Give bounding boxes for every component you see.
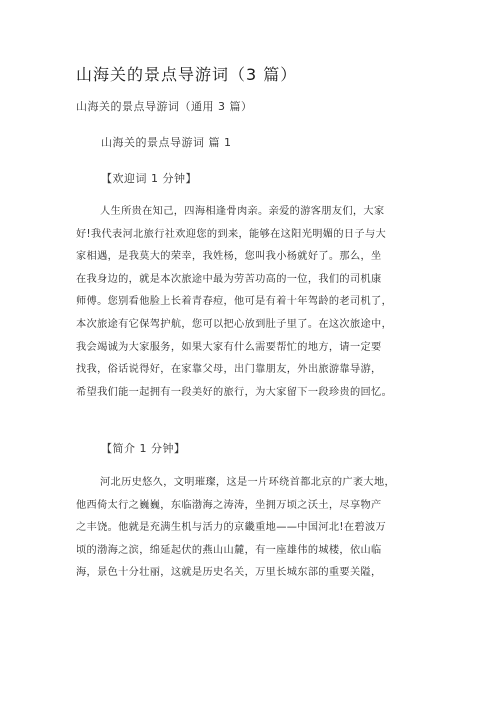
paragraph-line: 河北历史悠久，文明璀璨，这是一片环绕首都北京的广袤大地， xyxy=(100,477,396,488)
intro-paragraph xyxy=(76,472,436,585)
document-title: 山海关的景点导游词（3 篇） xyxy=(76,65,298,84)
intro-heading: 【简介 1 分钟】 xyxy=(101,442,186,455)
paragraph-line: 好!我代表河北旅行社欢迎您的到来，能够在这阳光明媚的日子与大 xyxy=(76,228,387,240)
paragraph-line: 我会竭诚为大家服务，如果大家有什么需要帮忙的地方，请一定要 xyxy=(76,341,382,353)
paragraph-line: 之丰饶。他就是充满生机与活力的京畿重地——中国河北!在碧波万 xyxy=(76,522,387,534)
paragraph-line: 希望我们能一起拥有一段美好的旅行，为大家留下一段珍贵的回忆。 xyxy=(76,386,393,398)
welcome-paragraph xyxy=(76,201,436,404)
paragraph-line: 在我身边的，就是本次旅途中最为劳苦功高的一位，我们的司机康 xyxy=(76,273,382,285)
paragraph-line: 家相遇，是我莫大的荣幸，我姓杨，您叫我小杨就好了。那么，坐 xyxy=(76,251,382,263)
paragraph-line: 本次旅途有它保驾护航，您可以把心放到肚子里了。在这次旅途中， xyxy=(76,318,393,330)
paragraph-line: 海，景色十分壮丽，这就是历史名关，万里长城东部的重要关隘， xyxy=(76,567,382,579)
paragraph-line: 顷的渤海之滨，绵延起伏的燕山山麓，有一座雄伟的城楼，依山临 xyxy=(76,544,382,556)
paragraph-line: 师傅。您别看他脸上长着青春痘，他可是有着十年驾龄的老司机了， xyxy=(76,296,393,308)
paragraph-line: 人生所贵在知己，四海相逢骨肉亲。亲爱的游客朋友们，大家 xyxy=(100,206,385,217)
section-title: 山海关的景点导游词 篇 1 xyxy=(101,136,232,149)
document-subtitle: 山海关的景点导游词（通用 3 篇） xyxy=(76,100,253,113)
paragraph-line: 他西倚太行之巍巍，东临渤海之涛涛，坐拥万顷之沃土，尽享物产 xyxy=(76,499,382,511)
paragraph-line: 找我，俗话说得好，在家靠父母，出门靠朋友，外出旅游靠导游， xyxy=(76,364,382,376)
welcome-heading: 【欢迎词 1 分钟】 xyxy=(101,172,197,185)
